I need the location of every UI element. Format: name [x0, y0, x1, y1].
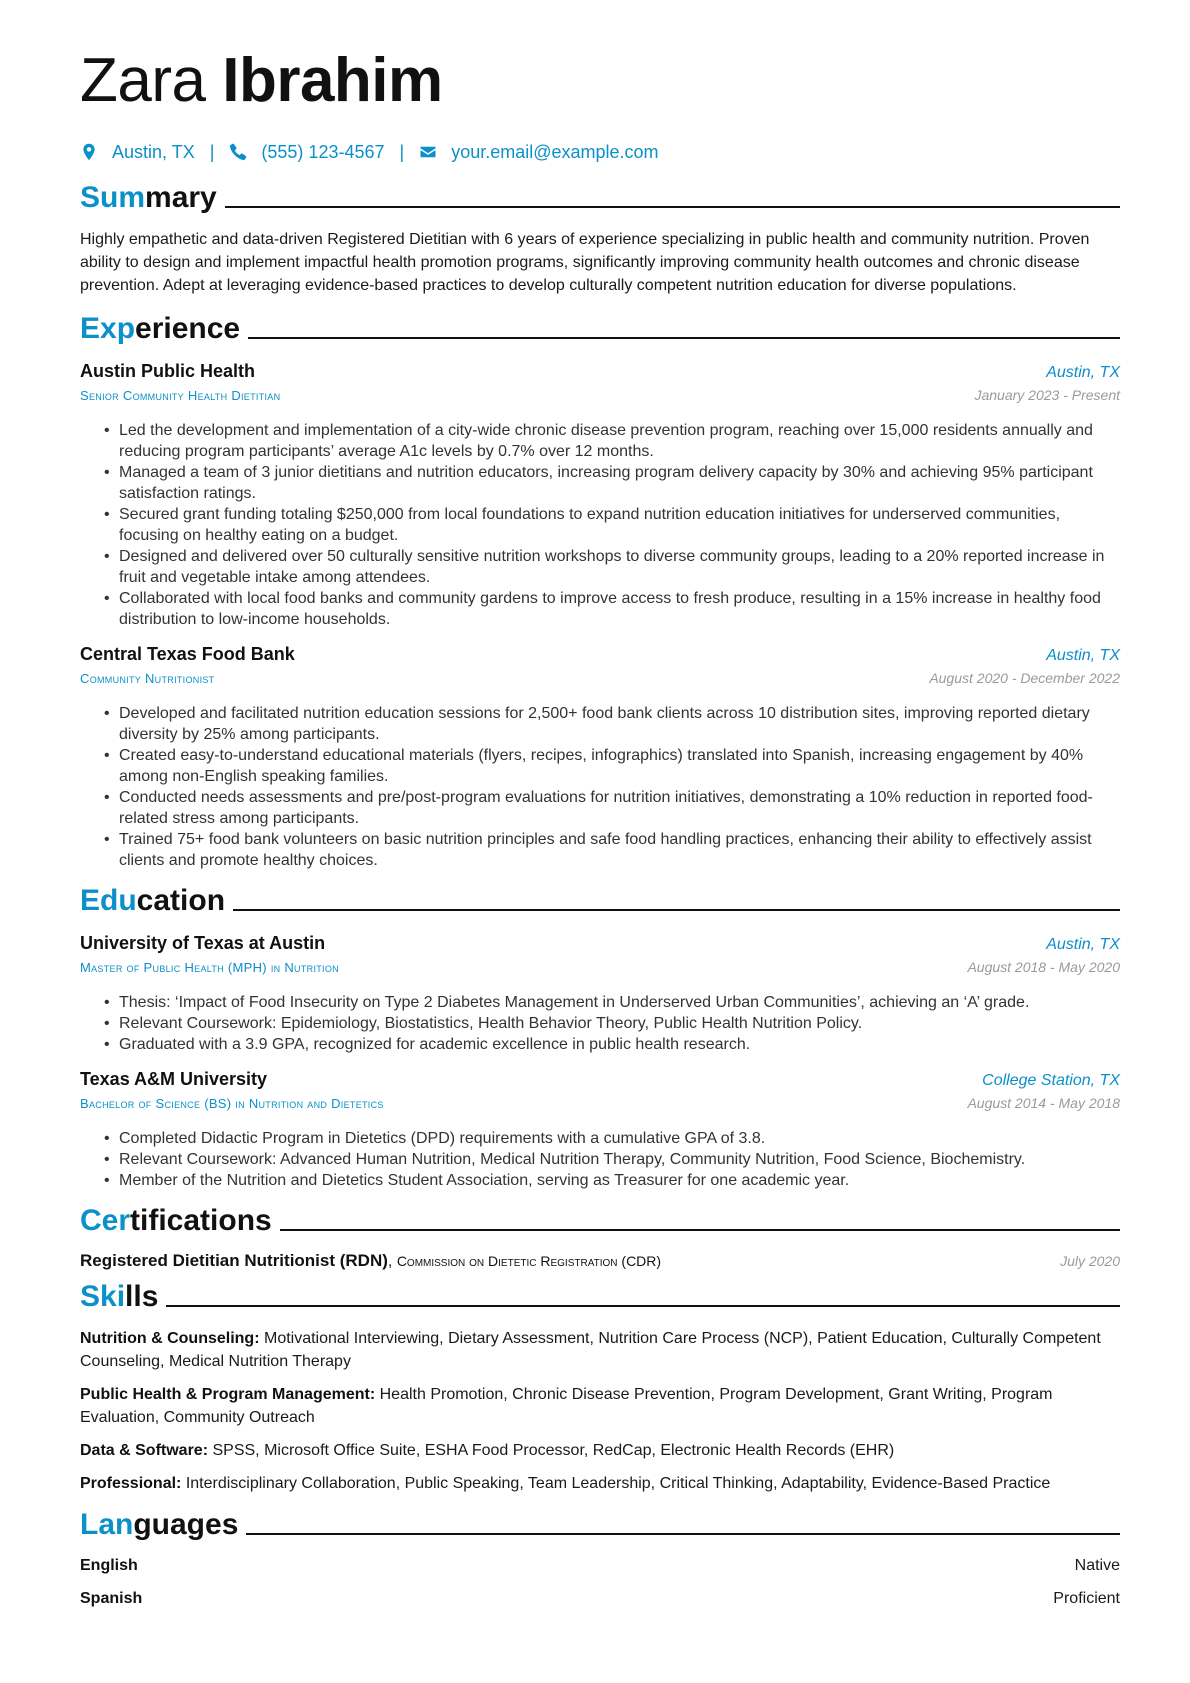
experience-entry	[80, 359, 1120, 630]
bullet-item: • Developed and facilitated nutrition education sessions for 2,500+ food bank clients across 10 distribution sites, improving reported dietary diversity by 25% among participants.	[104, 703, 1120, 745]
section-title	[80, 883, 225, 919]
section-title	[80, 1507, 238, 1543]
language-name: Spanish	[80, 1590, 143, 1607]
skill-label: Professional:	[80, 1475, 182, 1492]
bullet-list	[104, 1128, 1120, 1191]
candidate-name	[80, 38, 1120, 124]
skill-value: Interdisciplinary Collaboration, Public Speaking, Team Leadership, Critical Thinking, Adaptability, Evidence-Based Practice	[185, 1475, 1051, 1492]
entry-location: Austin, TX	[1046, 647, 1120, 664]
skill-value: Health Promotion, Chronic Disease Prevention, Program Development, Grant Writing, Program Evaluation, Community Outreach	[80, 1386, 1053, 1426]
section-title-rest: tifications	[130, 1204, 272, 1237]
section-title-rest: lls	[125, 1280, 159, 1313]
section-summary-heading	[80, 178, 1120, 216]
skill-label: Nutrition & Counseling:	[80, 1330, 260, 1347]
contact-phone[interactable]	[229, 142, 384, 163]
section-title-accent: Ski	[80, 1280, 126, 1313]
section-rule	[166, 1305, 1120, 1307]
section-title-accent: Edu	[80, 884, 137, 917]
skill-group	[80, 1439, 1120, 1462]
language-row	[80, 1555, 1120, 1577]
contact-separator: |	[209, 141, 215, 162]
bullet-list	[104, 703, 1120, 871]
skill-group	[80, 1472, 1120, 1495]
bullet-item: • Led the development and implementation of a city-wide chronic disease prevention program, reaching over 15,000 residents annually and reducing program participants’ average A1c levels by 0.7% over 12 months.	[104, 420, 1120, 462]
certification-entry	[80, 1251, 1120, 1271]
job-title: Senior Community Health Dietitian	[80, 388, 281, 403]
job-title: Community Nutritionist	[80, 671, 215, 686]
contact-bar	[80, 140, 1120, 164]
section-certifications-heading	[80, 1201, 1120, 1239]
section-title-rest: guages	[133, 1508, 239, 1541]
envelope-icon	[419, 143, 437, 161]
degree-title: Master of Public Health (MPH) in Nutrition	[80, 960, 339, 975]
entry-location: Austin, TX	[1046, 364, 1120, 381]
entry-date: August 2014 - May 2018	[967, 1095, 1120, 1111]
bullet-item: • Relevant Coursework: Epidemiology, Biostatistics, Health Behavior Theory, Public Health Nutrition Policy.	[104, 1013, 1120, 1034]
section-rule	[233, 909, 1120, 911]
entry-location: College Station, TX	[982, 1072, 1120, 1089]
phone-text: (555) 123-4567	[261, 141, 385, 162]
certification-date: July 2020	[1060, 1253, 1120, 1269]
bullet-item: • Secured grant funding totaling $250,000 from local foundations to expand nutrition education initiatives for underserved communities, focusing on healthy eating on a budget.	[104, 504, 1120, 546]
section-skills-heading	[80, 1277, 1120, 1315]
bullet-item: • Created easy-to-understand educational materials (flyers, recipes, infographics) translated into Spanish, increasing engagement by 40% among non-English speaking families.	[104, 745, 1120, 787]
section-title	[80, 1203, 272, 1239]
entry-date: August 2020 - December 2022	[929, 670, 1120, 686]
section-rule	[225, 206, 1120, 208]
location-text: Austin, TX	[112, 141, 195, 162]
employer-name: Austin Public Health	[80, 361, 256, 381]
bullet-item: • Relevant Coursework: Advanced Human Nutrition, Medical Nutrition Therapy, Community Nutrition, Food Science, Biochemistry.	[104, 1149, 1120, 1170]
section-rule	[248, 337, 1120, 339]
school-name: University of Texas at Austin	[80, 933, 326, 953]
section-title-rest: erience	[135, 312, 241, 345]
language-name: English	[80, 1557, 138, 1574]
certification-comma: ,	[387, 1253, 393, 1270]
bullet-item: • Completed Didactic Program in Dietetics (DPD) requirements with a cumulative GPA of 3.8.	[104, 1128, 1120, 1149]
language-level: Native	[1074, 1557, 1120, 1574]
section-title-rest: cation	[136, 884, 226, 917]
first-name: Zara	[80, 46, 206, 115]
entry-location: Austin, TX	[1046, 936, 1120, 953]
certification-name: Registered Dietitian Nutritionist (RDN)	[80, 1251, 388, 1270]
education-entry	[80, 931, 1120, 1055]
section-experience-heading	[80, 309, 1120, 347]
employer-name: Central Texas Food Bank	[80, 644, 295, 664]
degree-title: Bachelor of Science (BS) in Nutrition and Dietetics	[80, 1096, 384, 1111]
bullet-item: • Trained 75+ food bank volunteers on basic nutrition principles and safe food handling practices, enhancing their ability to effectively assist clients and promote healthy choices.	[104, 829, 1120, 871]
section-title	[80, 180, 217, 216]
phone-icon	[229, 143, 247, 161]
bullet-item: • Thesis: ‘Impact of Food Insecurity on Type 2 Diabetes Management in Underserved Urban Communities’, achieving an ‘A’ grade.	[104, 992, 1120, 1013]
resume-page	[80, 38, 1120, 1610]
skill-value: Motivational Interviewing, Dietary Assessment, Nutrition Care Process (NCP), Patient Education, Culturally Competent Counseling, Medical Nutrition Therapy	[80, 1330, 1101, 1370]
bullet-item: • Graduated with a 3.9 GPA, recognized for academic excellence in public health research.	[104, 1034, 1120, 1055]
section-rule	[280, 1229, 1120, 1231]
experience-entry	[80, 642, 1120, 871]
summary-text: Highly empathetic and data-driven Registered Dietitian with 6 years of experience specializing in public health and community nutrition. Proven ability to design and implement impactful health promotion programs, significantly improving community health outcomes and chronic disease prevention. Adept at leveraging evidence-based practices to develop culturally competent nutrition education for diverse populations.	[80, 231, 1090, 294]
school-name: Texas A&M University	[80, 1069, 268, 1089]
contact-location	[80, 142, 195, 163]
skill-value: SPSS, Microsoft Office Suite, ESHA Food Processor, RedCap, Electronic Health Records (EHR)	[212, 1442, 895, 1459]
section-title-rest: mary	[145, 181, 217, 214]
bullet-list	[104, 992, 1120, 1055]
bullet-item: • Member of the Nutrition and Dietetics Student Association, serving as Treasurer for one academic year.	[104, 1170, 1120, 1191]
entry-date: January 2023 - Present	[974, 387, 1120, 403]
section-title-accent: Lan	[80, 1508, 134, 1541]
skill-label: Data & Software:	[80, 1442, 209, 1459]
skill-group	[80, 1383, 1120, 1429]
skill-group	[80, 1327, 1120, 1373]
bullet-item: • Conducted needs assessments and pre/post-program evaluations for nutrition initiatives, demonstrating a 10% reduction in reported food-related stress among participants.	[104, 787, 1120, 829]
section-title-accent: Exp	[80, 312, 136, 345]
section-title-accent: Sum	[80, 181, 146, 214]
certification-org: Commission on Dietetic Registration (CDR)	[396, 1253, 662, 1269]
skill-label: Public Health & Program Management:	[80, 1386, 376, 1403]
last-name: Ibrahim	[222, 46, 443, 115]
section-education-heading	[80, 881, 1120, 919]
contact-email[interactable]	[419, 142, 658, 163]
email-text: your.email@example.com	[451, 141, 659, 162]
section-title	[80, 1279, 158, 1315]
section-languages-heading	[80, 1505, 1120, 1543]
map-pin-icon	[80, 143, 98, 161]
language-level: Proficient	[1053, 1590, 1120, 1607]
entry-date: August 2018 - May 2020	[967, 959, 1120, 975]
education-entry	[80, 1067, 1120, 1191]
bullet-item: • Designed and delivered over 50 culturally sensitive nutrition workshops to diverse community groups, leading to a 20% reported increase in fruit and vegetable intake among attendees.	[104, 546, 1120, 588]
bullet-item: • Collaborated with local food banks and community gardens to improve access to fresh produce, resulting in a 15% increase in healthy food distribution to low-income households.	[104, 588, 1120, 630]
language-row	[80, 1588, 1120, 1610]
bullet-list	[104, 420, 1120, 630]
contact-separator: |	[399, 141, 405, 162]
section-rule	[246, 1533, 1120, 1535]
bullet-item: • Managed a team of 3 junior dietitians and nutrition educators, increasing program delivery capacity by 30% and achieving 95% participant satisfaction ratings.	[104, 462, 1120, 504]
section-title-accent: Cer	[80, 1204, 131, 1237]
section-title	[80, 311, 240, 347]
